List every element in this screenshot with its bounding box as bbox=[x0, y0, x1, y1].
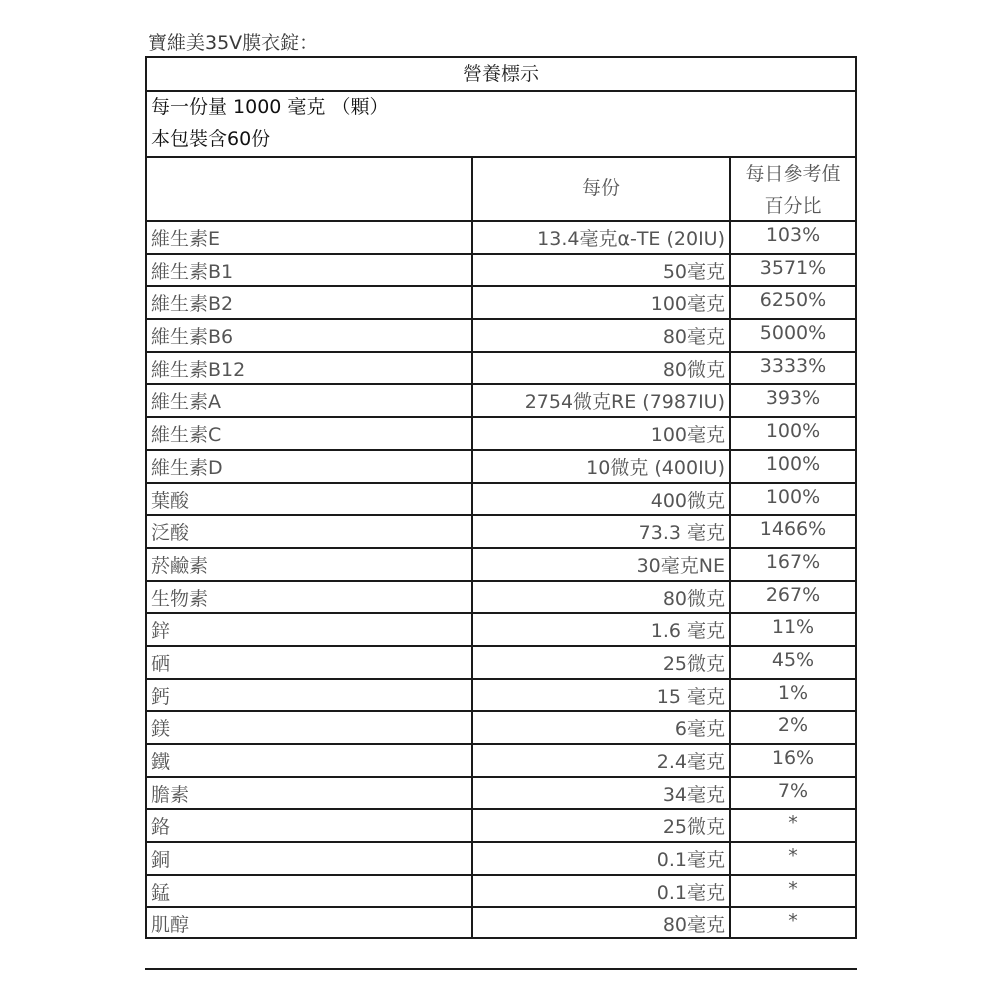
nutrient-daily-value: 45% bbox=[771, 648, 815, 671]
table-row bbox=[147, 220, 855, 253]
nutrient-amount: 50毫克 bbox=[662, 260, 725, 283]
nutrient-amount: 80毫克 bbox=[662, 914, 725, 937]
nutrient-amount: 80微克 bbox=[662, 358, 725, 381]
nutrient-daily-value: 16% bbox=[771, 747, 815, 769]
table-row bbox=[147, 906, 855, 939]
nutrient-amount: 0.1毫克 bbox=[656, 881, 725, 904]
nutrient-daily-value: 103% bbox=[765, 224, 821, 246]
nutrient-daily-value: 267% bbox=[765, 583, 821, 606]
table-row bbox=[147, 645, 855, 678]
table-row bbox=[147, 743, 855, 776]
product-title: 寶維美35V膜衣錠： bbox=[148, 32, 319, 54]
nutrient-daily-value: 5000% bbox=[759, 322, 827, 345]
nutrient-amount: 400微克 bbox=[650, 489, 725, 512]
nutrient-daily-value: 2% bbox=[777, 714, 809, 737]
nutrient-daily-value: * bbox=[788, 812, 798, 835]
nutrient-name: 維生素E bbox=[151, 228, 221, 250]
nutrient-daily-value: 167% bbox=[765, 550, 821, 573]
nutrient-name: 鎂 bbox=[151, 718, 171, 741]
nutrient-rows bbox=[147, 220, 855, 939]
nutrient-amount: 80毫克 bbox=[662, 326, 725, 349]
nutrient-amount: 1.6 毫克 bbox=[650, 620, 725, 643]
daily-value-header bbox=[731, 158, 855, 222]
table-row bbox=[147, 383, 855, 416]
per-serving-header: 每份 bbox=[581, 177, 620, 199]
table-row bbox=[147, 482, 855, 515]
nutrient-name: 膽素 bbox=[151, 783, 190, 806]
nutrient-name: 鐵 bbox=[151, 751, 171, 773]
nutrition-table bbox=[145, 56, 857, 939]
table-row bbox=[147, 318, 855, 351]
nutrient-amount: 80微克 bbox=[662, 587, 725, 610]
nutrient-amount: 10微克 (400IU) bbox=[586, 456, 725, 479]
nutrient-name: 維生素B1 bbox=[151, 260, 234, 283]
table-row bbox=[147, 776, 855, 809]
table-title: 營養標示 bbox=[147, 58, 855, 92]
nutrient-daily-value: 100% bbox=[765, 452, 821, 475]
nutrient-name: 維生素D bbox=[151, 456, 223, 479]
table-row bbox=[147, 547, 855, 580]
daily-value-header-line2: 百分比 bbox=[764, 195, 822, 217]
daily-value-header-line1: 每日參考值 bbox=[745, 163, 841, 185]
table-row bbox=[147, 710, 855, 743]
nutrient-amount: 30毫克NE bbox=[636, 554, 725, 577]
nutrient-daily-value: 1466% bbox=[759, 518, 827, 541]
nutrient-name: 鉻 bbox=[151, 816, 171, 839]
nutrient-daily-value: 11% bbox=[771, 616, 815, 639]
nutrient-name: 鈣 bbox=[151, 685, 171, 708]
nutrient-amount: 6毫克 bbox=[674, 718, 725, 741]
nutrient-name: 硒 bbox=[151, 652, 171, 675]
table-row bbox=[147, 841, 855, 874]
table-row bbox=[147, 514, 855, 547]
table-row bbox=[147, 612, 855, 645]
nutrient-name: 菸鹼素 bbox=[151, 554, 209, 577]
nutrient-amount: 15 毫克 bbox=[656, 685, 725, 708]
table-row bbox=[147, 580, 855, 613]
table-row bbox=[147, 285, 855, 318]
nutrient-amount: 100毫克 bbox=[650, 424, 725, 447]
servings-per-package: 本包裝含60份 bbox=[151, 128, 271, 150]
nutrient-daily-value: * bbox=[788, 877, 798, 900]
nutrient-name: 葉酸 bbox=[151, 489, 190, 512]
nutrient-daily-value: 100% bbox=[765, 485, 821, 508]
nutrient-amount: 25微克 bbox=[662, 652, 725, 675]
nutrient-daily-value: 6250% bbox=[759, 289, 827, 312]
nutrient-amount: 0.1毫克 bbox=[656, 849, 725, 872]
table-row bbox=[147, 449, 855, 482]
nutrient-name: 泛酸 bbox=[151, 522, 190, 545]
nutrient-amount: 25微克 bbox=[662, 816, 725, 839]
table-row bbox=[147, 416, 855, 449]
bottom-divider bbox=[145, 968, 857, 970]
nutrient-daily-value: 7% bbox=[777, 779, 809, 802]
nutrient-name: 肌醇 bbox=[151, 914, 190, 937]
nutrient-name: 維生素C bbox=[151, 424, 222, 447]
nutrient-name: 維生素A bbox=[151, 391, 221, 414]
table-row bbox=[147, 351, 855, 384]
nutrient-name: 錳 bbox=[151, 881, 171, 904]
nutrient-name: 生物素 bbox=[151, 587, 209, 610]
table-row bbox=[147, 874, 855, 907]
nutrient-amount: 13.4毫克α-TE (20IU) bbox=[537, 228, 725, 250]
nutrient-amount: 2754微克RE (7987IU) bbox=[524, 391, 725, 414]
nutrient-name: 銅 bbox=[151, 849, 171, 872]
nutrient-amount: 2.4毫克 bbox=[656, 751, 725, 773]
nutrient-name: 鋅 bbox=[151, 620, 171, 643]
table-row bbox=[147, 808, 855, 841]
nutrient-name: 維生素B12 bbox=[151, 358, 246, 381]
table-row bbox=[147, 678, 855, 711]
nutrient-daily-value: * bbox=[788, 910, 798, 933]
nutrient-daily-value: * bbox=[788, 845, 798, 868]
table-row bbox=[147, 253, 855, 286]
nutrient-amount: 34毫克 bbox=[662, 783, 725, 806]
nutrient-daily-value: 1% bbox=[777, 681, 809, 704]
nutrient-daily-value: 393% bbox=[765, 387, 821, 410]
nutrient-daily-value: 100% bbox=[765, 420, 821, 443]
nutrient-daily-value: 3571% bbox=[759, 256, 827, 279]
nutrient-daily-value: 3333% bbox=[759, 354, 827, 377]
nutrient-amount: 73.3 毫克 bbox=[638, 522, 725, 545]
nutrient-name: 維生素B2 bbox=[151, 293, 234, 316]
serving-size: 每一份量 1000 毫克 （顆） bbox=[151, 96, 389, 118]
nutrient-amount: 100毫克 bbox=[650, 293, 725, 316]
nutrient-name: 維生素B6 bbox=[151, 326, 234, 349]
